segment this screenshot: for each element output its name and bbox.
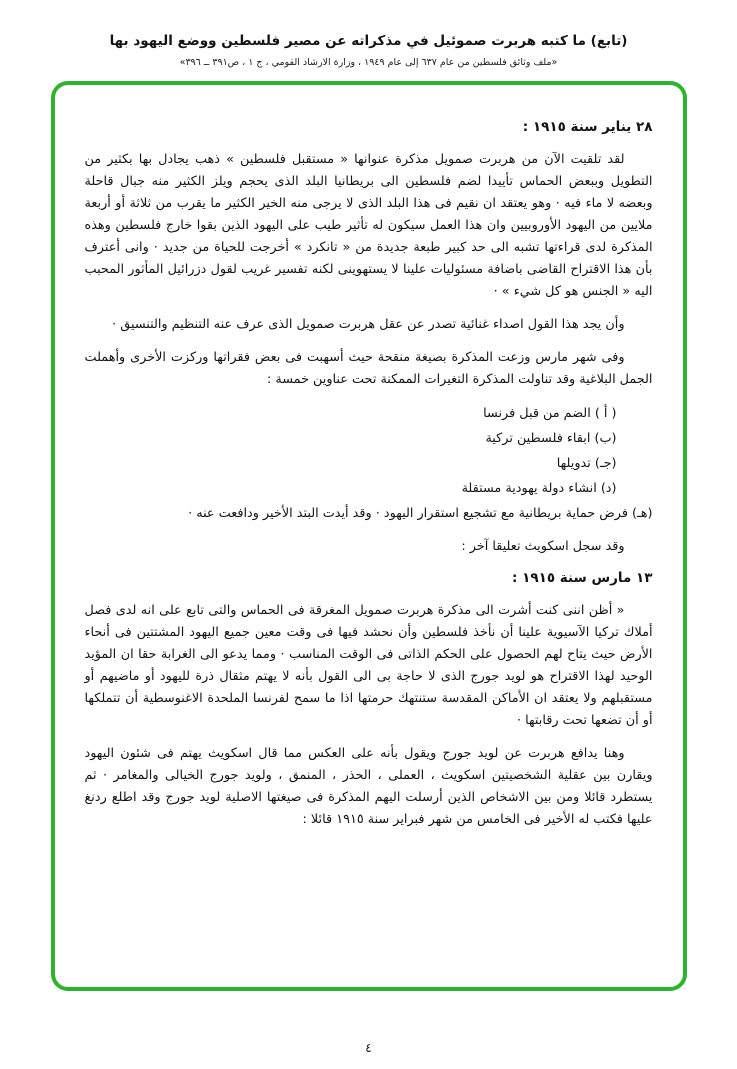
paragraph-asquith-comment-intro: وقد سجل اسكويث تعليقا آخر : (461, 539, 625, 555)
content-frame (51, 81, 687, 991)
date-heading-28-jan-1915: ٢٨ يناير سنة ١٩١٥ : (522, 119, 653, 135)
page-title: (تابع) ما كتبه هربرت صموئيل في مذكراته عن مصير فلسطين ووضع اليهود بها (109, 33, 628, 49)
list-item-d: (د) انشاء دولة يهودية مستقلة (461, 481, 617, 497)
list-item-e: (هـ) فرض حماية بريطانية مع تشجيع استقرار اليهود · وقد أيدت البتد الأخير ودافعت عنه · (188, 506, 653, 522)
paragraph-memo-description: لقد تلقيت الآن من هربرت صمويل مذكرة عنوانها « مستقبل فلسطين » ذهب يجادل بها بكثير من التطويل وببعض الحماس تأييدا لضم فلسطين الى بريطانيا البلد الذى يحجم ويلز الكثير منه جبال قاحلة وبعضه لا ماء فيه · وهو يعتقد ان نقيم فى هذا البلد الذى لا يرجى منه الخير الكثير ما يقرب من ثلاثة أو أربعة ملايين من اليهود الأوروبيين وان هذا العمل سيكون له تأثير طيب على اليهود الذين بقوا خارج فلسطين وهذه المذكرة لدى قراءتها تشبه الى حد كبير طبعة جديدة من « تانكرد » أخرجت للحياة من جديد · وانى أعترف بأن هذا الاقتراح القاضى باضافة مسئوليات علينا لا يستهوينى لكنه تفسير غريب لقول دزرائيل المأثور المحبب اليه « الجنس هو كل شيء » · (84, 152, 653, 299)
date-heading-13-mar-1915: ١٣ مارس سنة ١٩١٥ : (512, 570, 653, 587)
paragraph-herbert-defends-lloyd-george: وهنا يدافع هربرت عن لويد جورج ويقول بأنه على العكس مما قال اسكويث يهتم فى شئون اليهود ويقارن بين عقلية الشخصيتين اسكويث ، العملى ، الحذر ، المنمق ، ولويد جورج الخيالى والمغامر · ثم يستطرد قائلا ومن بين الاشخاص الذين أرسلت اليهم المذكرة فى صيغتها الاصلية لويد جورج وقد اطلع ردنغ عليها فكتب له الأخير فى الخامس من شهر فبراير سنة ١٩١٥ قائلا : (84, 746, 653, 828)
paragraph-march-revision: وفى شهر مارس وزعت المذكرة بصيغة منقحة حيث أسهبت فى بعض فقراتها وركزت الأخرى وأهملت الجمل البلاغية وقد تناولت المذكرة التغيرات الممكنة تحت عناوين خمسة : (84, 350, 653, 387)
paragraph-asquith-quote: « أظن اننى كنت أشرت الى مذكرة هربرت صمويل المغرقة فى الحماس والتى تابع على انه لدى فصل أملاك تركيا الآسيوية علينا أن نأخذ فلسطين وأن نحشد فيها فى وقت معين جميع اليهود المشتتين فى أنحاء الأرض حيث يتاح لهم الحصول على الحكم الذاتى فى الوقت المناسب · ومما يدعو الى الغرابة حقا ان المؤيد الوحيد لهذا الاقتراح هو لويد جورج الذى لا حاجة بى الى القول بأنه لا يهتم مثقال ذرة لليهود أو ماضيهم أو مستقبلهم ولا يعتقد ان الأماكن المقدسة ستنتهك حرمتها اذا ما سمح لفرنسا الملحدة الاغنوسطية أن تتملكها أو أن تضعها تحت رقابتها · (84, 603, 653, 729)
paragraph-lyrical-echo: وأن يجد هذا القول اصداء غنائية تصدر عن عقل هربرت صمويل الذى عرف عنه التنظيم والتنسيق · (112, 317, 625, 332)
options-list (85, 402, 653, 525)
page-number: ٤ (365, 1041, 372, 1055)
document-header (0, 0, 737, 68)
source-citation-line: «ملف وثائق فلسطين من عام ٦٣٧ إلى عام ١٩٤٩ ، وزارة الارشاد القومي ، ج ١ ، ص٣٩١ ــ ٣٩٦» (179, 57, 558, 68)
list-item-c: (جـ) تدويلها (556, 456, 617, 472)
list-item-a: ( أ ) الضم من قبل فرنسا (483, 406, 617, 421)
list-item-b: (ب) ابقاء فلسطين تركية (485, 431, 617, 447)
